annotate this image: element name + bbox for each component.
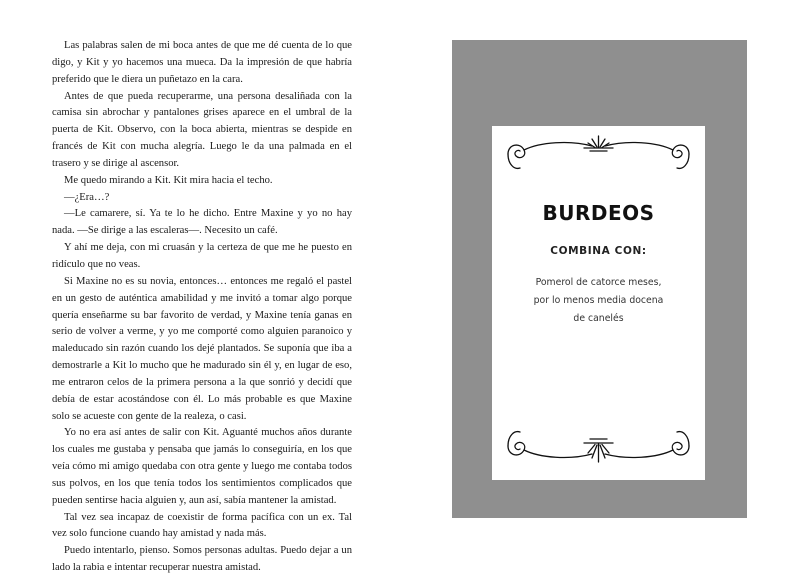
pairing-line: por lo menos media docena <box>533 295 664 306</box>
flourish-top-ornament-icon <box>500 132 697 178</box>
gray-panel <box>452 40 747 518</box>
paragraph: Si Maxine no es su novia, entonces… entonces me regaló el pastel en un gesto de auténtica amabilidad y me invitó a tomar algo porque quería enseñarme su bar favorito de verdad, y Maxine tenía ganas en serio de volver a verme, y yo me comporté como alguien paranoico y maleducado sin razón cuando los dejé plantados. Se suponía que iba a demostrarle a Kit lo mucho que he madurado sin él y, en lugar de eso, me entraron celos de la primera persona a la que sonrió y decidí que debía de estar acostándose con él. Lo más probable es que Maxine solo se acueste con gente de la realeza, o casi. <box>52 275 352 422</box>
flourish-bottom-ornament-icon <box>500 422 697 468</box>
paragraph: Me quedo mirando a Kit. Kit mira hacia el techo. <box>64 174 273 186</box>
paragraph: —Le camarere, sí. Ya te lo he dicho. Entre Maxine y yo no hay nada. —Se dirige a las escaleras—. Necesito un café. <box>52 208 352 237</box>
paragraph: Y ahí me deja, con mi cruasán y la certeza de que me he puesto en ridículo que no veas. <box>52 242 352 270</box>
paragraph: Yo no era así antes de salir con Kit. Aguanté muchos años durante los cuales me gustaba y pensaba que jamás lo conseguiría, en los que veía cómo mi amigo quedaba con otra gente y luego me contaba todos sus polvos, en los que tenía todos los sentimientos complicados que pueden sentirse hacia alguien y, aun así, sabía mantener la amistad. <box>52 427 352 506</box>
card-subtitle: COMBINA CON: <box>550 245 647 257</box>
wine-pairing-card <box>492 126 705 480</box>
paragraph: Las palabras salen de mi boca antes de que me dé cuenta de lo que digo, y Kit y yo hacemos una mueca. Da la impresión de que habría preferido que le diera un puñetazo en la cara. <box>52 40 352 85</box>
paragraph: Puedo intentarlo, pienso. Somos personas adultas. Puedo dejar a un lado la rabia e intentar recuperar nuestra amistad. <box>52 545 352 574</box>
paragraph: Tal vez sea incapaz de coexistir de forma pacífica con un ex. Tal vez solo funcione cuando hay amistad y nada más. <box>52 511 352 540</box>
pairing-text <box>502 274 695 328</box>
paragraph: —¿Era…? <box>64 191 110 203</box>
pairing-line: Pomerol de catorce meses, <box>535 277 662 288</box>
card-title: BURDEOS <box>542 201 655 225</box>
pairing-line: de canelés <box>573 313 624 324</box>
paragraph: Antes de que pueda recuperarme, una persona desaliñada con la camisa sin abrochar y pantalones grises aparece en el umbral de la puerta de Kit. Observo, con la boca abierta, mientras se despide en francés de Kit con mucha alegría. Luego le da una palmada en el trasero y se dirige al ascensor. <box>52 90 352 169</box>
left-page-text <box>52 38 352 577</box>
